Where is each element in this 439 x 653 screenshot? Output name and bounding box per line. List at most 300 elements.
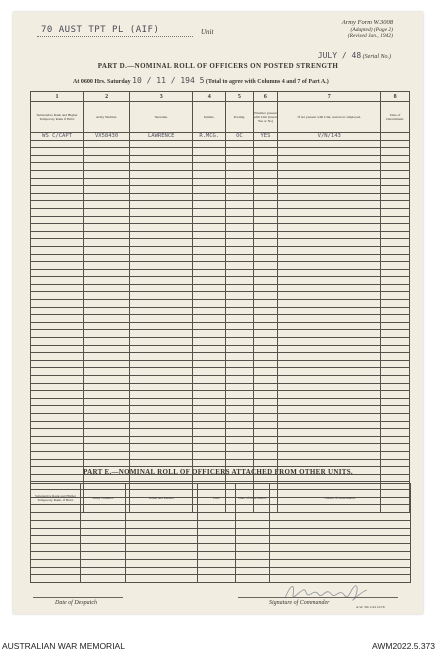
table-cell	[253, 413, 278, 421]
table-cell	[130, 444, 193, 452]
table-cell	[253, 246, 278, 254]
table-cell	[226, 315, 254, 323]
col-number: 5	[226, 92, 254, 102]
table-cell	[81, 520, 126, 528]
table-cell	[253, 284, 278, 292]
table-cell	[253, 140, 278, 148]
table-cell	[126, 544, 198, 552]
table-cell	[226, 284, 254, 292]
table-cell	[193, 307, 226, 315]
archive-credit: AUSTRALIAN WAR MEMORIAL	[2, 641, 125, 651]
table-cell	[253, 353, 278, 361]
table-cell	[381, 353, 410, 361]
table-cell	[253, 208, 278, 216]
table-cell	[381, 315, 410, 323]
table-cell	[278, 330, 381, 338]
table-cell	[198, 575, 236, 583]
table-row	[31, 224, 410, 232]
part-e-title: PART E.—NOMINAL ROLL OF OFFICERS ATTACHED FROM OTHER UNITS.	[83, 468, 353, 476]
table-cell	[130, 322, 193, 330]
table-cell	[130, 459, 193, 467]
table-cell	[253, 338, 278, 346]
table-cell	[31, 193, 84, 201]
table-cell	[226, 269, 254, 277]
table-cell	[253, 398, 278, 406]
table-cell	[381, 360, 410, 368]
table-cell	[31, 170, 84, 178]
table-cell	[253, 201, 278, 209]
table-cell	[226, 436, 254, 444]
table-cell	[381, 193, 410, 201]
table-cell	[84, 383, 130, 391]
col-header-rank: Substantive Rank and Higher Temporary Rank, if Held.	[31, 484, 81, 513]
table-cell	[253, 421, 278, 429]
table-cell	[31, 459, 84, 467]
table-cell	[130, 376, 193, 384]
table-cell	[193, 186, 226, 194]
table-cell	[381, 436, 410, 444]
table-cell	[226, 368, 254, 376]
table-cell	[381, 459, 410, 467]
table-cell	[193, 322, 226, 330]
table-row	[31, 163, 410, 171]
unit-label: Unit	[201, 28, 214, 36]
table-cell	[381, 201, 410, 209]
table-cell	[81, 559, 126, 567]
table-cell	[31, 262, 84, 270]
table-cell	[193, 421, 226, 429]
part-d-header-row	[31, 102, 410, 133]
entry-employment: V/N/143	[278, 133, 381, 141]
table-cell	[253, 262, 278, 270]
table-cell	[130, 300, 193, 308]
table-row	[31, 262, 410, 270]
table-cell	[126, 536, 198, 544]
table-cell	[84, 459, 130, 467]
table-cell	[226, 406, 254, 414]
table-cell	[226, 239, 254, 247]
table-cell	[226, 148, 254, 156]
table-cell	[130, 224, 193, 232]
table-cell	[253, 307, 278, 315]
table-cell	[130, 292, 193, 300]
unit-value: 70 AUST TPT PL (AIF)	[41, 25, 160, 35]
table-cell	[130, 413, 193, 421]
table-cell	[253, 292, 278, 300]
table-cell	[130, 315, 193, 323]
table-cell	[130, 429, 193, 437]
table-cell	[226, 140, 254, 148]
table-cell	[31, 444, 84, 452]
table-cell	[31, 140, 84, 148]
table-cell	[270, 559, 411, 567]
table-row	[31, 345, 410, 353]
table-row	[31, 444, 410, 452]
table-cell	[198, 567, 236, 575]
table-cell	[84, 322, 130, 330]
table-cell	[278, 170, 381, 178]
table-cell	[278, 398, 381, 406]
col-header-unit: Unit.	[198, 484, 236, 513]
table-cell	[84, 429, 130, 437]
col-number: 7	[278, 92, 381, 102]
form-revised-note: (Revised Jan., 1942)	[347, 33, 393, 39]
despatch-date-line	[33, 597, 123, 598]
table-cell	[84, 300, 130, 308]
table-cell	[126, 575, 198, 583]
table-cell	[278, 239, 381, 247]
table-cell	[126, 567, 198, 575]
table-row	[31, 277, 410, 285]
table-cell	[84, 262, 130, 270]
table-cell	[253, 224, 278, 232]
table-cell	[278, 231, 381, 239]
table-row	[31, 413, 410, 421]
table-row	[31, 269, 410, 277]
table-cell	[31, 383, 84, 391]
col-header-detachment-date: Date of Detachment.	[381, 102, 410, 133]
table-cell	[130, 170, 193, 178]
part-d-table	[30, 91, 410, 513]
table-cell	[278, 338, 381, 346]
table-cell	[381, 155, 410, 163]
table-cell	[193, 155, 226, 163]
table-row	[31, 338, 410, 346]
part-d-body	[31, 133, 410, 513]
table-cell	[226, 201, 254, 209]
table-cell	[278, 208, 381, 216]
table-cell	[236, 544, 270, 552]
table-cell	[253, 277, 278, 285]
table-cell	[193, 254, 226, 262]
table-cell	[253, 269, 278, 277]
table-cell	[193, 383, 226, 391]
table-cell	[31, 307, 84, 315]
table-cell	[226, 163, 254, 171]
table-cell	[381, 345, 410, 353]
table-row	[31, 353, 410, 361]
table-cell	[253, 239, 278, 247]
table-cell	[31, 284, 84, 292]
table-cell	[84, 307, 130, 315]
table-cell	[130, 163, 193, 171]
table-cell	[226, 254, 254, 262]
archive-reference: AWM2022.5.373	[372, 641, 435, 651]
table-cell	[381, 429, 410, 437]
table-cell	[253, 170, 278, 178]
table-cell	[253, 406, 278, 414]
table-cell	[226, 376, 254, 384]
table-cell	[226, 383, 254, 391]
table-row	[31, 170, 410, 178]
table-cell	[278, 315, 381, 323]
table-cell	[278, 300, 381, 308]
table-cell	[84, 398, 130, 406]
table-cell	[278, 406, 381, 414]
table-cell	[381, 262, 410, 270]
table-cell	[31, 436, 84, 444]
table-cell	[84, 444, 130, 452]
table-cell	[31, 360, 84, 368]
table-cell	[381, 216, 410, 224]
table-cell	[226, 345, 254, 353]
entry-army-number: VX58430	[84, 133, 130, 141]
table-cell	[198, 536, 236, 544]
table-cell	[253, 376, 278, 384]
table-cell	[193, 284, 226, 292]
table-cell	[130, 201, 193, 209]
table-row	[31, 330, 410, 338]
table-row	[31, 391, 410, 399]
table-cell	[253, 368, 278, 376]
part-e-header-row	[31, 484, 411, 513]
table-cell	[381, 246, 410, 254]
despatch-date-label: Date of Despatch	[55, 600, 97, 606]
table-cell	[193, 208, 226, 216]
table-cell	[278, 345, 381, 353]
table-cell	[84, 353, 130, 361]
table-cell	[84, 330, 130, 338]
table-row	[31, 216, 410, 224]
table-cell	[130, 398, 193, 406]
table-row	[31, 133, 410, 141]
table-cell	[198, 559, 236, 567]
col-header-surname: Surname.	[130, 102, 193, 133]
table-cell	[381, 322, 410, 330]
table-cell	[84, 338, 130, 346]
table-cell	[226, 216, 254, 224]
table-row	[31, 544, 411, 552]
table-cell	[278, 186, 381, 194]
table-cell	[278, 459, 381, 467]
table-cell	[31, 429, 84, 437]
table-cell	[278, 277, 381, 285]
col-header-rank: Substantive Rank and Higher Temporary Rank if Held.	[31, 102, 84, 133]
table-cell	[193, 201, 226, 209]
table-cell	[381, 269, 410, 277]
table-cell	[381, 163, 410, 171]
table-cell	[84, 163, 130, 171]
table-cell	[381, 148, 410, 156]
table-cell	[381, 338, 410, 346]
table-cell	[193, 376, 226, 384]
col-number: 4	[193, 92, 226, 102]
entry-rank: WS C/CAPT	[31, 133, 84, 141]
table-cell	[31, 216, 84, 224]
table-cell	[193, 406, 226, 414]
table-cell	[193, 451, 226, 459]
table-cell	[130, 216, 193, 224]
table-cell	[381, 368, 410, 376]
table-cell	[193, 292, 226, 300]
table-cell	[226, 178, 254, 186]
table-cell	[226, 444, 254, 452]
table-cell	[226, 413, 254, 421]
col-number: 2	[84, 92, 130, 102]
table-cell	[278, 246, 381, 254]
table-cell	[31, 575, 81, 583]
table-cell	[381, 208, 410, 216]
table-cell	[253, 178, 278, 186]
table-cell	[270, 567, 411, 575]
table-cell	[84, 201, 130, 209]
entry-detachment-date	[381, 133, 410, 141]
table-row	[31, 140, 410, 148]
table-cell	[193, 193, 226, 201]
table-cell	[198, 513, 236, 521]
table-cell	[193, 436, 226, 444]
table-cell	[193, 413, 226, 421]
table-cell	[253, 360, 278, 368]
table-cell	[193, 178, 226, 186]
table-cell	[198, 551, 236, 559]
table-cell	[278, 216, 381, 224]
table-row	[31, 436, 410, 444]
table-cell	[193, 338, 226, 346]
table-cell	[253, 436, 278, 444]
table-cell	[226, 459, 254, 467]
table-row	[31, 383, 410, 391]
table-cell	[226, 398, 254, 406]
table-cell	[253, 451, 278, 459]
table-row	[31, 315, 410, 323]
table-cell	[193, 170, 226, 178]
table-cell	[84, 186, 130, 194]
table-cell	[84, 436, 130, 444]
table-cell	[130, 231, 193, 239]
table-cell	[130, 284, 193, 292]
table-row	[31, 231, 410, 239]
part-e-table	[30, 483, 411, 583]
table-cell	[381, 300, 410, 308]
table-cell	[270, 544, 411, 552]
table-cell	[226, 338, 254, 346]
table-cell	[31, 368, 84, 376]
table-row	[31, 322, 410, 330]
table-cell	[193, 345, 226, 353]
table-cell	[81, 575, 126, 583]
table-cell	[278, 391, 381, 399]
table-cell	[126, 528, 198, 536]
table-cell	[130, 436, 193, 444]
table-row	[31, 421, 410, 429]
table-cell	[130, 421, 193, 429]
table-cell	[381, 178, 410, 186]
table-cell	[84, 391, 130, 399]
table-cell	[193, 315, 226, 323]
table-cell	[253, 383, 278, 391]
table-cell	[278, 178, 381, 186]
table-cell	[278, 292, 381, 300]
table-cell	[278, 284, 381, 292]
table-cell	[198, 544, 236, 552]
table-row	[31, 292, 410, 300]
table-cell	[193, 300, 226, 308]
table-cell	[193, 269, 226, 277]
table-cell	[84, 239, 130, 247]
table-row	[31, 208, 410, 216]
table-cell	[193, 262, 226, 270]
table-cell	[278, 307, 381, 315]
table-cell	[81, 544, 126, 552]
table-cell	[84, 216, 130, 224]
table-cell	[226, 170, 254, 178]
table-row	[31, 148, 410, 156]
table-row	[31, 451, 410, 459]
table-cell	[31, 186, 84, 194]
table-cell	[130, 208, 193, 216]
table-cell	[253, 391, 278, 399]
table-cell	[84, 368, 130, 376]
table-cell	[226, 300, 254, 308]
table-cell	[226, 353, 254, 361]
table-cell	[31, 163, 84, 171]
table-cell	[130, 140, 193, 148]
table-cell	[31, 559, 81, 567]
table-cell	[278, 451, 381, 459]
table-cell	[126, 513, 198, 521]
table-row	[31, 559, 411, 567]
table-cell	[84, 193, 130, 201]
table-cell	[381, 277, 410, 285]
table-cell	[130, 186, 193, 194]
table-cell	[236, 513, 270, 521]
table-cell	[253, 216, 278, 224]
table-cell	[31, 208, 84, 216]
table-cell	[31, 338, 84, 346]
table-row	[31, 429, 410, 437]
table-cell	[278, 322, 381, 330]
col-header-army-number: Army Number.	[84, 102, 130, 133]
table-cell	[253, 163, 278, 171]
table-cell	[81, 513, 126, 521]
table-cell	[253, 148, 278, 156]
table-cell	[226, 322, 254, 330]
table-cell	[130, 330, 193, 338]
table-row	[31, 178, 410, 186]
table-cell	[130, 277, 193, 285]
table-cell	[226, 186, 254, 194]
entry-present: YES	[253, 133, 278, 141]
table-cell	[381, 224, 410, 232]
table-cell	[270, 551, 411, 559]
table-cell	[31, 224, 84, 232]
table-cell	[130, 360, 193, 368]
table-cell	[130, 307, 193, 315]
entry-initials: R.MCG.	[193, 133, 226, 141]
table-cell	[278, 269, 381, 277]
table-cell	[381, 406, 410, 414]
table-row	[31, 520, 411, 528]
table-cell	[81, 536, 126, 544]
printer-imprint: A.W. 3m 1/44 12/18	[356, 605, 385, 609]
table-row	[31, 186, 410, 194]
table-cell	[84, 246, 130, 254]
table-cell	[236, 575, 270, 583]
table-cell	[31, 148, 84, 156]
table-cell	[278, 193, 381, 201]
table-cell	[81, 567, 126, 575]
table-row	[31, 551, 411, 559]
table-cell	[130, 262, 193, 270]
table-cell	[130, 254, 193, 262]
table-cell	[236, 559, 270, 567]
table-cell	[253, 345, 278, 353]
col-header-posting: Posting.	[226, 102, 254, 133]
form-sheet	[13, 12, 423, 614]
table-cell	[381, 307, 410, 315]
table-cell	[193, 444, 226, 452]
